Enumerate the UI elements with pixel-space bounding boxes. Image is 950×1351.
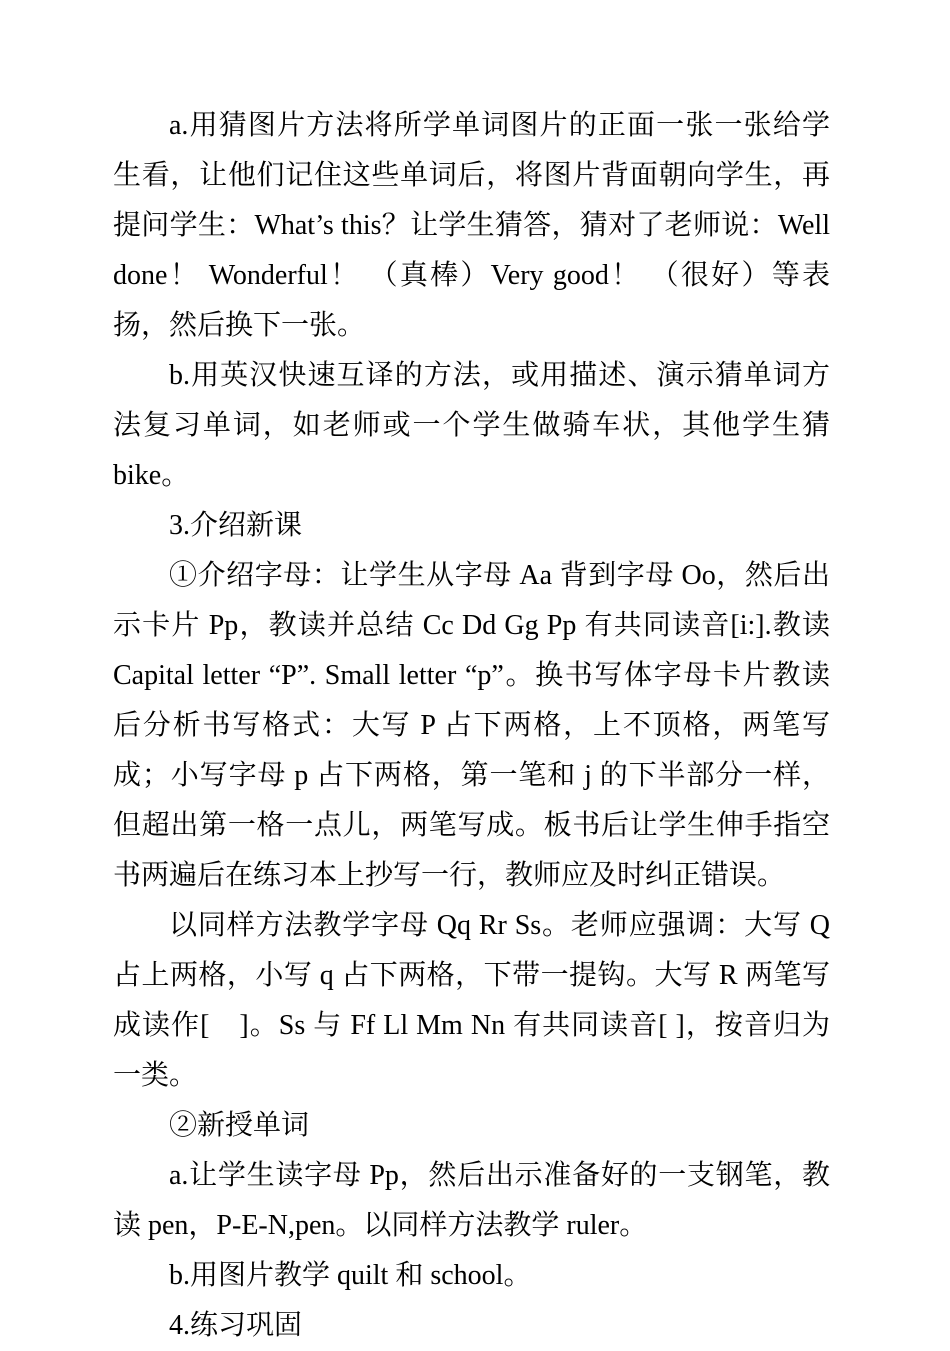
paragraph: ①介绍字母：让学生从字母 Aa 背到字母 Oo，然后出示卡片 Pp，教读并总结 Cc Dd Gg Pp 有共同读音[i:].教读 Capital letter “P”. Small letter “p”。换书写体字母卡片教读后分析书写格式：大写 P 占下两格，上不顶格，两笔写成；小写字母 p 占下两格，第一笔和 j 的下半部分一样，但超出第一格一点儿，两笔写成。板书后让学生伸手指空书两遍后在练习本上抄写一行，教师应及时纠正错误。 <box>113 560 830 891</box>
paragraph: 4.练习巩固 <box>169 1310 303 1341</box>
paragraph: a.用猜图片方法将所学单词图片的正面一张一张给学生看，让他们记住这些单词后，将图片背面朝向学生，再提问学生：What’s this？让学生猜答，猜对了老师说：Well done！ Wonderful！ （真棒）Very good！ （很好）等表扬，然后换下一张。 <box>113 110 830 341</box>
paragraph: a.让学生读字母 Pp，然后出示准备好的一支钢笔，教读 pen，P-E-N,pen。以同样方法教学 ruler。 <box>113 1160 830 1241</box>
paragraph: 以同样方法教学字母 Qq Rr Ss。老师应强调：大写 Q 占上两格，小写 q 占下两格，下带一提钩。大写 R 两笔写成读作[ ]。Ss 与 Ff Ll Mm Nn 有共同读音[ ]，按音归为一类。 <box>113 910 830 1091</box>
paragraph: b.用英汉快速互译的方法，或用描述、演示猜单词方法复习单词，如老师或一个学生做骑车状，其他学生猜 bike。 <box>113 360 830 491</box>
paragraph: 3.介绍新课 <box>169 510 303 541</box>
paragraph: ②新授单词 <box>169 1110 310 1141</box>
paragraph: b.用图片教学 quilt 和 school。 <box>169 1260 532 1291</box>
